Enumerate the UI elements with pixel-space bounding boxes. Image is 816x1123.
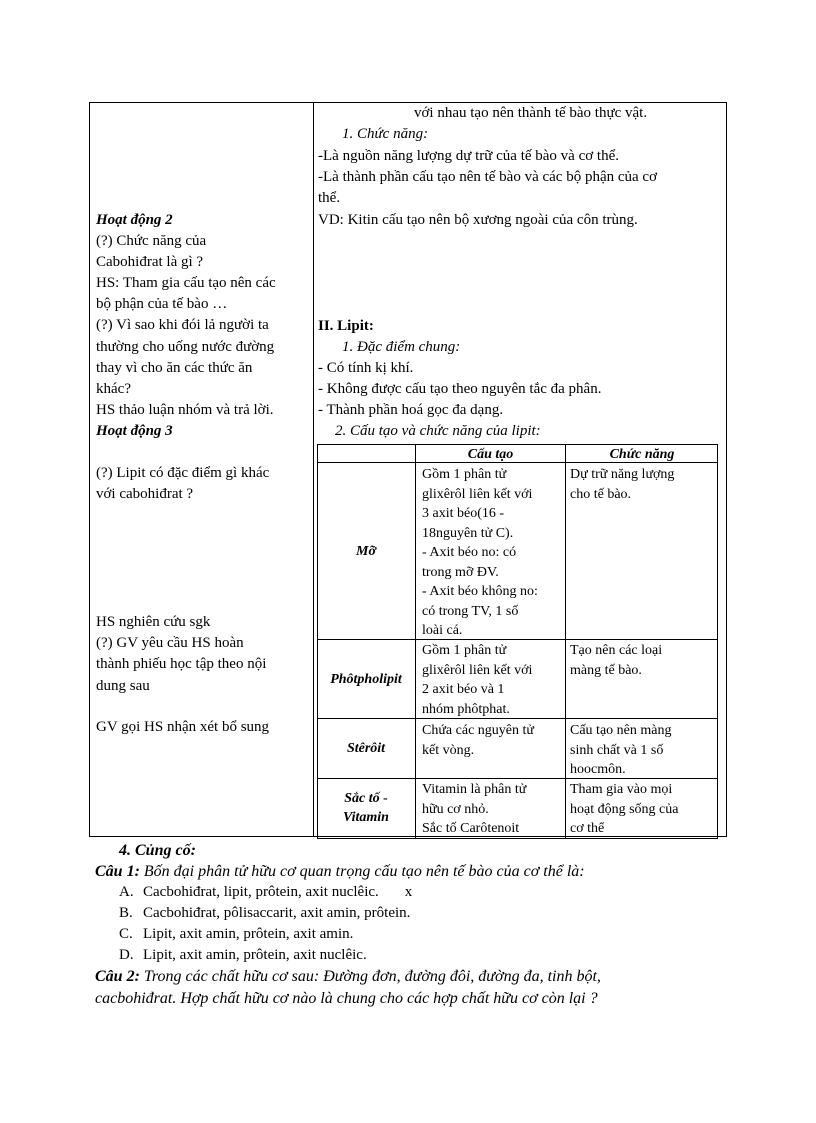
question-4-line2: thành phiếu học tập theo nội <box>96 656 267 672</box>
general-features-heading: 1. Đặc điểm chung: <box>342 339 461 355</box>
row-label-steroit: Stêrôit <box>346 741 386 756</box>
row-label-pigment-vitamin: Sắc tố - Vitamin <box>343 791 389 825</box>
function-item-2-cont: thể. <box>318 190 341 206</box>
question-3-cont: với cabohiđrat ? <box>96 486 194 502</box>
mo-structure: Gồm 1 phân tử glixêrôl liên kết với 3 axit béo(16 - 18nguyên tử C). - Axit béo no: có trong mỡ ĐV. - Axit béo không no: có trong TV, 1 số loài cá. <box>422 467 538 638</box>
header-function: Chức năng <box>609 447 675 462</box>
row-label-photpholipit: Phôtpholipit <box>330 672 402 687</box>
steroit-structure: Chứa các nguyên tử kết vòng. <box>422 723 534 758</box>
steroit-function: Cấu tạo nên màng sinh chất và 1 số hoocmôn. <box>570 723 672 777</box>
question-1: (?) Chức năng của <box>96 233 207 249</box>
table-col-rule <box>565 444 566 839</box>
teacher-note: GV gọi HS nhận xét bổ sung <box>96 719 270 735</box>
feature-1: - Có tính kị khí. <box>318 360 414 376</box>
activity-3-title: Hoạt động 3 <box>96 423 173 439</box>
row-label-mo: Mỡ <box>356 544 376 559</box>
photpholipit-structure: Gồm 1 phân tử glixêrôl liên kết với 2 axit béo và 1 nhóm phôtphat. <box>422 643 533 717</box>
feature-2: - Không được cấu tạo theo nguyên tắc đa phân. <box>318 381 602 397</box>
option-b: B. Cacbohiđrat, pôlisaccarit, axit amin, prôtein. <box>119 905 411 921</box>
pigment-structure: Vitamin là phân tử hữu cơ nhỏ. Sắc tố Carôtenoit <box>422 782 527 836</box>
question-2-block-cont: cacbohiđrat. Hợp chất hữu cơ nào là chung cho các hợp chất hữu cơ còn lại ? <box>95 990 598 1007</box>
header-structure: Cấu tạo <box>467 447 514 462</box>
question-1-block: Câu 1: Bốn đại phân tử hữu cơ quan trọng cấu tạo nên tế bào của cơ thể là: <box>95 863 585 880</box>
question-2-line4: khác? <box>96 381 131 397</box>
continued-line: với nhau tạo nên thành tế bào thực vật. <box>414 105 648 121</box>
question-2: (?) Vì sao khi đói lả người ta <box>96 317 269 333</box>
option-d: D. Lipit, axit amin, prôtein, axit nuclêic. <box>119 947 367 963</box>
lesson-table-divider <box>313 102 314 837</box>
answer-1-cont: bộ phận của tế bào … <box>96 296 228 312</box>
answer-3: HS nghiên cứu sgk <box>96 614 211 630</box>
lipit-heading: II. Lipit: <box>318 318 374 334</box>
answer-2: HS thảo luận nhóm và trả lời. <box>96 402 274 418</box>
question-2-block: Câu 2: Trong các chất hữu cơ sau: Đường đơn, đường đôi, đường đa, tinh bột, <box>95 968 601 985</box>
structure-function-heading: 2. Cấu tạo và chức năng của lipit: <box>335 423 541 439</box>
table-col-rule <box>415 444 416 839</box>
activity-2-title: Hoạt động 2 <box>96 212 173 228</box>
option-a: A. Cacbohiđrat, lipit, prôtein, axit nuclêic. x <box>119 884 413 900</box>
question-1-cont: Cabohiđrat là gì ? <box>96 254 204 270</box>
question-4-line3: dung sau <box>96 678 150 694</box>
answer-mark: x <box>404 884 413 900</box>
option-c: C. Lipit, axit amin, prôtein, axit amin. <box>119 926 354 942</box>
question-3: (?) Lipit có đặc điểm gì khác <box>96 465 270 481</box>
question-4: (?) GV yêu cầu HS hoàn <box>96 635 244 651</box>
feature-3: - Thành phần hoá gọc đa dạng. <box>318 402 504 418</box>
mo-function: Dự trữ năng lượng cho tế bào. <box>570 467 675 502</box>
function-item-2: -Là thành phần cấu tạo nên tế bào và các bộ phận của cơ <box>318 169 658 185</box>
question-2-line3: thay vì cho ăn các thức ăn <box>96 360 253 376</box>
function-item-1: -Là nguồn năng lượng dự trữ của tế bào và cơ thể. <box>318 148 619 164</box>
answer-1: HS: Tham gia cấu tạo nên các <box>96 275 276 291</box>
photpholipit-function: Tạo nên các loại màng tế bào. <box>570 643 663 678</box>
example-text: VD: Kitin cấu tạo nên bộ xương ngoài của côn trùng. <box>318 212 638 228</box>
pigment-function: Tham gia vào mọi hoạt động sống của cơ thể <box>570 782 679 836</box>
question-2-line2: thường cho uống nước đường <box>96 339 275 355</box>
consolidation-heading: 4. Củng cố: <box>119 842 196 859</box>
function-heading: 1. Chức năng: <box>342 126 429 142</box>
